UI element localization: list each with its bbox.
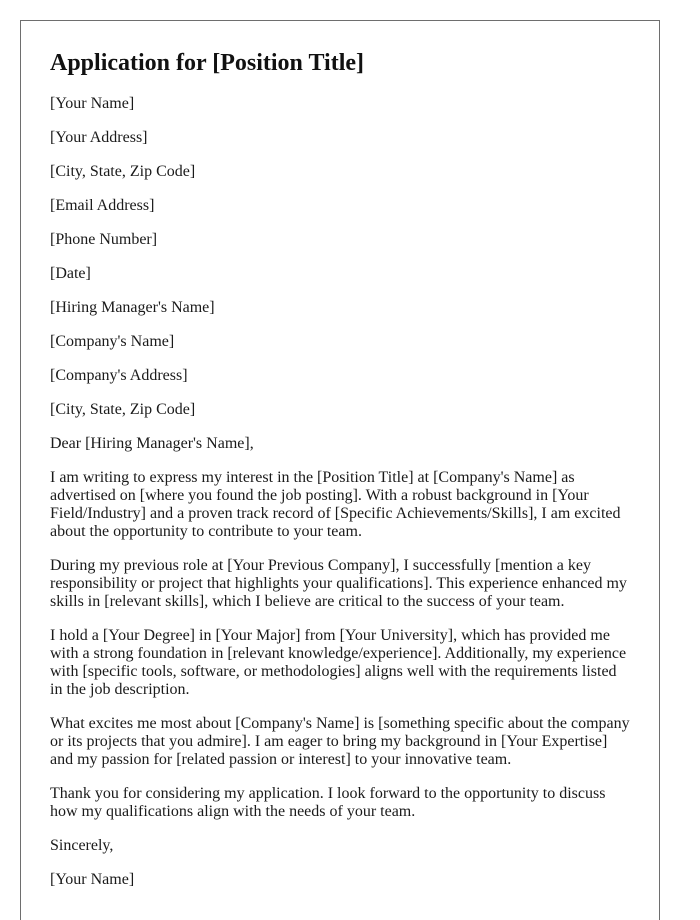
recipient-hiring-manager: [Hiring Manager's Name] [50, 299, 215, 316]
recipient-company-address: [Company's Address] [50, 367, 188, 384]
sender-city-state-zip: [City, State, Zip Code] [50, 163, 196, 180]
closing: Sincerely, [50, 837, 114, 854]
sender-address: [Your Address] [50, 129, 148, 146]
salutation: Dear [Hiring Manager's Name], [50, 435, 254, 452]
sender-name: [Your Name] [50, 95, 135, 112]
body-paragraph-thanks: Thank you for considering my application. I look forward to the opportunity to discuss how my qualifications align with the needs of your team. [50, 785, 606, 820]
body-paragraph-experience: During my previous role at [Your Previous Company], I successfully [mention a key responsibility or project that highlights your qualifications]. This experience enhanced my skills in [relevant skills], which I believe are critical to the success of your team. [50, 557, 627, 610]
sender-phone: [Phone Number] [50, 231, 158, 248]
body-paragraph-intro: I am writing to express my interest in the [Position Title] at [Company's Name] as advertised on [where you found the job posting]. With a robust background in [Your Field/Industry] and a proven track record of [Specific Achievements/Skills], I am excited about the opportunity to contribute to your team. [50, 469, 621, 540]
recipient-company-name: [Company's Name] [50, 333, 175, 350]
letter-date: [Date] [50, 265, 91, 282]
body-paragraph-education: I hold a [Your Degree] in [Your Major] from [Your University], which has provided me with a strong foundation in [relevant knowledge/experience]. Additionally, my experience with [specific tools, software, or methodologies] aligns well with the requirements listed in the job description. [50, 627, 627, 698]
recipient-city-state-zip: [City, State, Zip Code] [50, 401, 196, 418]
letter-body [50, 95, 631, 889]
sender-email: [Email Address] [50, 197, 155, 214]
letter-title: Application for [Position Title] [50, 50, 365, 76]
body-paragraph-motivation: What excites me most about [Company's Name] is [something specific about the company or its projects that you admire]. I am eager to bring my background in [Your Expertise] and my passion for [related passion or interest] to your innovative team. [50, 715, 630, 768]
letter-document [20, 20, 660, 920]
signature-name: [Your Name] [50, 871, 135, 888]
